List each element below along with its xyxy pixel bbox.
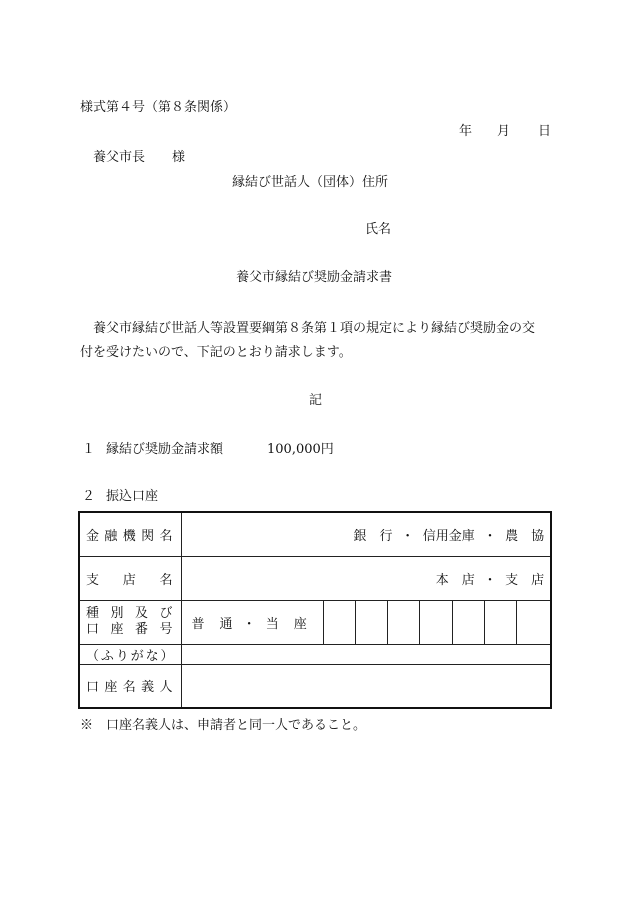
account-digit-cell[interactable] [452, 600, 484, 644]
account-digit-cell[interactable] [516, 600, 551, 644]
current-option: 当 座 [265, 616, 308, 632]
date-day: 日 [538, 124, 552, 139]
financial-institution-label: 金融機関名 [79, 512, 181, 556]
furigana-label: （ふりがな） [79, 644, 181, 664]
date-year: 年 [459, 124, 473, 139]
note: ※ 口座名義人は、申請者と同一人であること。 [80, 718, 367, 733]
form-number: 様式第４号（第８条関係） [80, 100, 237, 115]
furigana-field[interactable] [181, 644, 551, 664]
bank-option: 銀 行 [353, 528, 393, 544]
applicant-address-label: 縁結び世話人（団体）住所 [232, 175, 389, 190]
account-holder-row [79, 664, 551, 708]
date-month: 月 [497, 124, 511, 139]
document-title: 養父市縁結び奨励金請求書 [236, 270, 393, 285]
account-digit-cell[interactable] [419, 600, 452, 644]
account-digit-cell[interactable] [484, 600, 516, 644]
addressee-honorific: 様 [172, 150, 186, 165]
bank-account-table [78, 511, 552, 709]
item1-number: １ [82, 442, 96, 457]
branch-name-label: 支 店 名 [79, 556, 181, 600]
ki-heading: 記 [309, 393, 323, 408]
item1-label: 縁結び奨励金請求額 [106, 442, 224, 457]
body-text-line-1: 養父市縁結び世話人等設置要綱第８条第１項の規定により縁結び奨励金の交 [93, 321, 536, 336]
shinkin-option: 信用金庫 [422, 528, 475, 544]
item2-number: ２ [82, 489, 96, 504]
account-digit-cell[interactable] [323, 600, 355, 644]
applicant-name-label: 氏名 [365, 222, 392, 237]
separator: ・ [401, 528, 415, 544]
branch-option: 支 店 [505, 572, 545, 588]
separator: ・ [483, 528, 497, 544]
account-holder-label: 口座名義人 [79, 664, 181, 708]
account-holder-field[interactable] [181, 664, 551, 708]
head-office-option: 本 店 [435, 572, 475, 588]
branch-name-field[interactable] [181, 556, 551, 600]
account-type-row [79, 600, 551, 644]
separator: ・ [242, 616, 257, 632]
body-text-line-2: 付を受けたいので、下記のとおり請求します。 [80, 345, 352, 360]
addressee-name: 養父市長 [93, 150, 146, 165]
financial-institution-field[interactable] [181, 512, 551, 556]
furigana-row [79, 644, 551, 664]
account-type-field[interactable] [181, 600, 323, 644]
nokyo-option: 農 協 [505, 528, 545, 544]
account-type-label [79, 600, 181, 644]
financial-institution-row [79, 512, 551, 556]
item2-label: 振込口座 [106, 489, 159, 504]
branch-row [79, 556, 551, 600]
ordinary-option: 普 通 [191, 616, 234, 632]
account-digit-cell[interactable] [355, 600, 387, 644]
account-type-label-line1: 種別及び [86, 606, 175, 621]
account-type-label-line2: 口座番号 [86, 622, 175, 637]
account-digit-cell[interactable] [387, 600, 419, 644]
item1-amount: 100,000円 [267, 442, 334, 457]
separator: ・ [483, 572, 497, 588]
